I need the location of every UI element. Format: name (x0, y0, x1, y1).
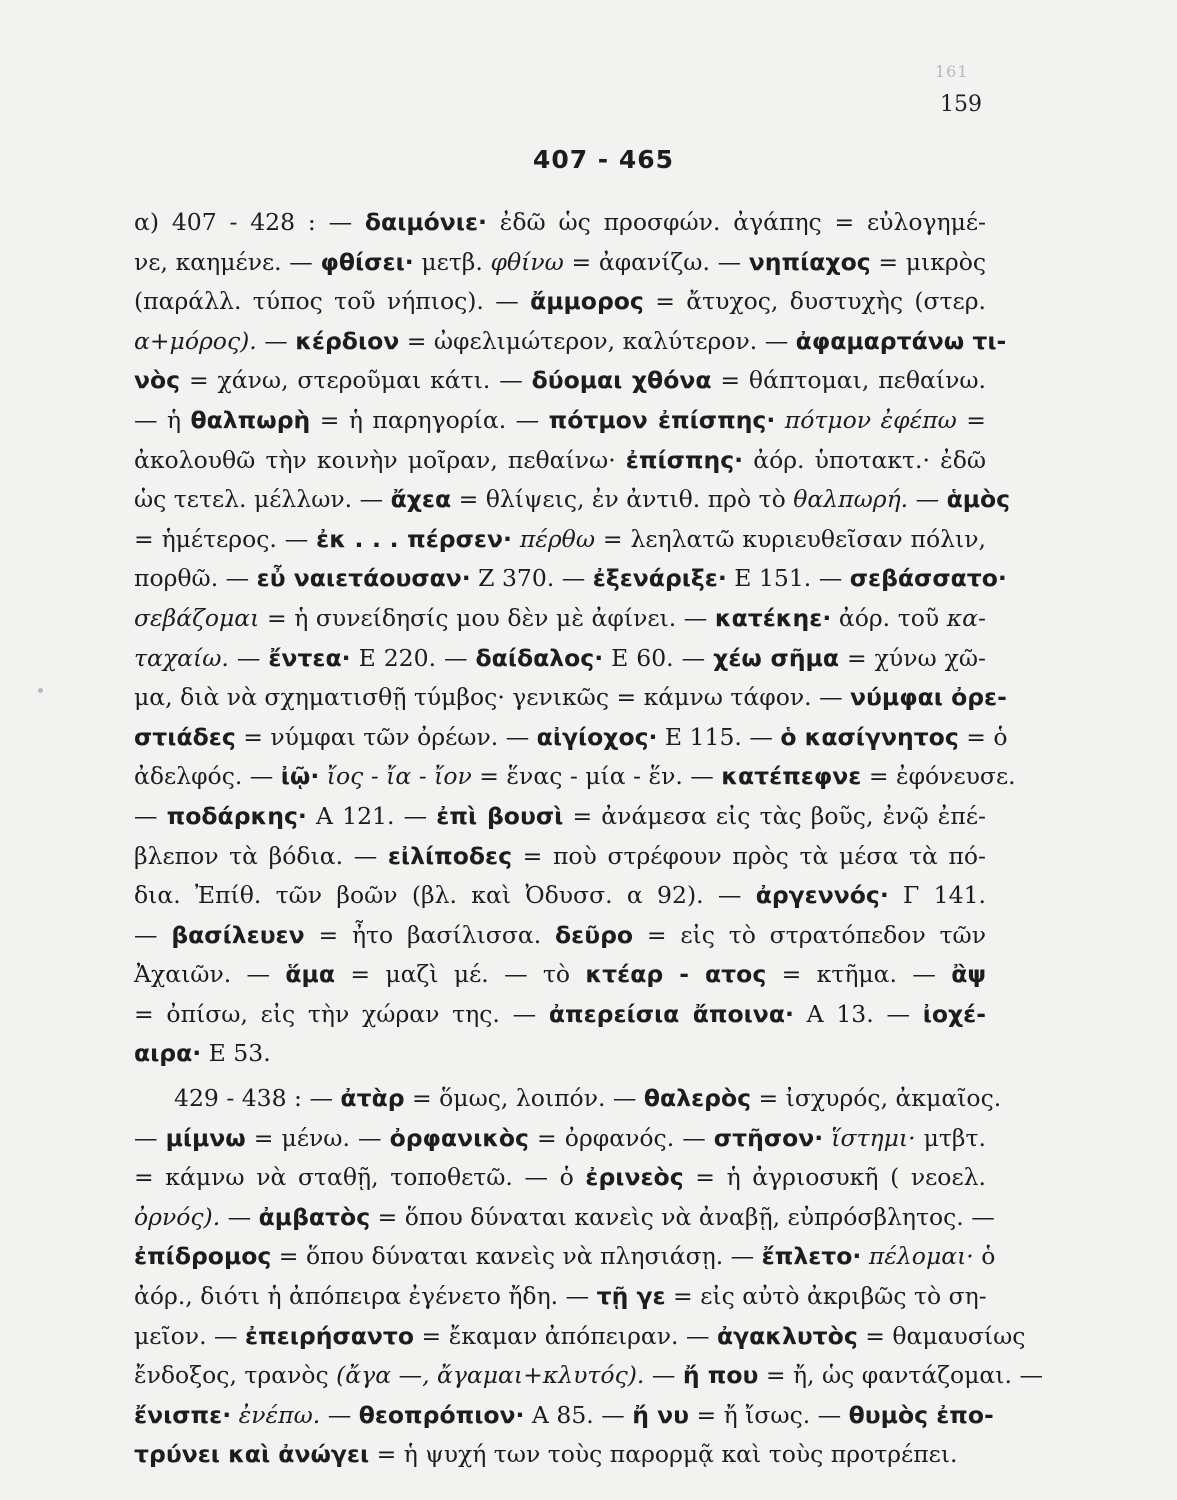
italic-term: ταχαίω. (134, 643, 229, 672)
headword: ἅμα (285, 960, 335, 989)
gloss-text: Ε 151. — (726, 564, 850, 593)
headword: ἐπίσπης· (625, 445, 744, 474)
gloss-text: = ἀφανίζω. — (563, 247, 749, 276)
gloss-text: — (134, 920, 172, 949)
gloss-text: ὡς τετελ. μέλλων. — (134, 485, 391, 514)
headword: θαλπωρὴ (190, 405, 311, 434)
gloss-text (512, 525, 520, 553)
margin-speck (38, 688, 43, 693)
text-line (134, 1317, 1026, 1357)
italic-term: ἵστημι· (831, 1123, 916, 1152)
text-line (134, 876, 986, 916)
text-line (134, 1198, 995, 1238)
gloss-text (775, 406, 784, 434)
headword: τῇ γε (596, 1281, 666, 1310)
italic-term: ἐνέπω. (238, 1400, 321, 1429)
gloss-text: = ἐφόνευσε. (861, 762, 1016, 791)
headword: τρύνει καὶ ἀνώγει (134, 1440, 370, 1469)
gloss-text: ὁ (973, 1242, 996, 1271)
text-line (134, 203, 986, 243)
text-line (134, 322, 1007, 362)
gloss-text: = λεηλατῶ κυριευθεῖσαν πόλιν, (595, 524, 986, 553)
gloss-text: μτβτ. (915, 1123, 986, 1152)
headword: ἔνισπε· (134, 1400, 232, 1429)
gloss-text: = ὅπου δύναται κανεὶς νὰ πλησιάσῃ. — (271, 1242, 762, 1271)
headword: ἰοχέ- (922, 999, 986, 1028)
headword: αἰγίοχος· (536, 722, 658, 751)
headword: πότμον ἐπίσπης· (548, 405, 776, 434)
gloss-text: — (908, 485, 947, 514)
text-line (134, 1079, 1002, 1119)
gloss-text: — ἡ (134, 405, 191, 434)
text-line (134, 1277, 986, 1317)
headword: ἐπειρήσαντο (245, 1321, 415, 1350)
italic-term: θαλπωρή. (793, 485, 909, 514)
gloss-text: (παράλλ. τύπος τοῦ νήπιος). — (134, 287, 531, 316)
gloss-text: Ε 220. — (350, 643, 476, 672)
headword: κτέαρ - ατος (585, 960, 767, 989)
headword: ἐπίδρομος (134, 1242, 272, 1271)
gloss-text: = ὠφελιμώτερον, καλύτερον. — (399, 326, 796, 355)
gloss-text: — (134, 801, 167, 830)
text-line (134, 995, 986, 1035)
gloss-text: — (228, 643, 269, 672)
text-line (134, 361, 986, 401)
gloss-text: ἀόρ. τοῦ (831, 603, 947, 632)
headword: φθίσει· (320, 247, 414, 276)
gloss-text: Α 85. — (524, 1400, 633, 1429)
headword: ἐπὶ βουσὶ (436, 801, 564, 830)
text-line (134, 1237, 996, 1277)
headword: νύμφαι ὀρε- (850, 683, 1007, 712)
headword: θυμὸς ἐπο- (848, 1400, 994, 1429)
headword: ἐρινεὸς (585, 1163, 684, 1192)
gloss-text: βλεπον τὰ βόδια. — (134, 841, 388, 870)
text-line (134, 599, 986, 639)
headword: ἀγακλυτὸς (716, 1321, 858, 1350)
headword: ἔπλετο· (761, 1242, 862, 1271)
gloss-text: = ὀπίσω, εἰς τὴν χώραν της. — (134, 999, 549, 1028)
gloss-text: = ἕνας - μία - ἕν. — (471, 762, 722, 791)
gloss-text (861, 1242, 868, 1270)
headword: ποδάρκης· (166, 801, 307, 830)
headword: εἰλίποδες (387, 841, 512, 870)
gloss-text: μετβ. (413, 247, 491, 276)
text-line (134, 678, 1007, 718)
headword: στῆσον· (713, 1123, 824, 1152)
headword: βασίλευεν (171, 920, 305, 949)
gloss-text: = ἡ ἀγριοσυκῆ ( νεοελ. (683, 1163, 986, 1192)
gloss-text: ἀδελφός. — (134, 762, 281, 791)
gloss-text: νε, καημένε. — (134, 247, 321, 276)
gloss-text: = εἰς αὐτὸ ἀκριβῶς τὸ ση- (665, 1281, 987, 1310)
gloss-text (319, 762, 326, 790)
headword: δαιμόνιε· (364, 208, 487, 236)
gloss-text: = ἰσχυρός, ἀκμαῖος. (751, 1084, 1002, 1112)
gloss-text: = ὁ (958, 722, 1008, 751)
gloss-text: = χάνω, στεροῦμαι κάτι. — (180, 366, 532, 395)
headword: θεοπρόπιον· (358, 1400, 525, 1429)
headword: δαίδαλος· (475, 643, 604, 672)
headword: ἰῷ· (280, 762, 320, 791)
gloss-text: = ὅπου δύναται κανεὶς νὰ ἀναβῇ, εὐπρόσβλητος. — (370, 1202, 995, 1231)
text-line (134, 718, 1008, 758)
gloss-text: Ἀχαιῶν. — (134, 960, 286, 989)
gloss-text: = χύνω χῶ- (839, 643, 986, 672)
gloss-text: = ἤ ἴσως. — (688, 1400, 849, 1429)
text-line (134, 441, 986, 481)
headword: κατέκηε· (714, 603, 832, 632)
text-line (134, 916, 986, 956)
gloss-text: Α 13. — (793, 999, 923, 1028)
text-line (134, 520, 986, 560)
gloss-text: = θλίψεις, ἐν ἀντιθ. πρὸ τὸ (451, 485, 794, 514)
text-line (134, 1435, 986, 1475)
gloss-text: Ζ 370. — (470, 564, 593, 593)
italic-term: πέλομαι· (868, 1242, 974, 1271)
gloss-text: Ε 115. — (657, 722, 781, 751)
headword: ἂψ (951, 960, 987, 989)
text-line (134, 243, 986, 283)
gloss-text: = θαμαυσίως (857, 1321, 1026, 1350)
verse-range-header: 407 - 465 (532, 145, 675, 174)
text-line (134, 639, 986, 679)
italic-term: κα- (946, 603, 986, 632)
text-line (134, 757, 1016, 797)
gloss-text: = ἀνάμεσα εἰς τὰς βοῦς, ἐνῷ ἐπέ- (563, 801, 986, 830)
text-line (134, 955, 986, 995)
gloss-text: = (956, 405, 986, 434)
headword: κέρδιον (295, 326, 400, 355)
gloss-text: = ἡ ψυχή των τοὺς παρορμᾷ καὶ τοὺς προτρέπει. (369, 1440, 958, 1469)
headword: ἀργεννός· (755, 881, 889, 910)
bleed-through-page-number: 161 (935, 62, 969, 81)
gloss-text: ἀόρ., διότι ἡ ἀπόπειρα ἐγένετο ἤδη. — (134, 1281, 597, 1310)
gloss-text: = νύμφαι τῶν ὀρέων. — (235, 722, 537, 751)
glossary-section-a (134, 203, 1016, 1074)
text-line (134, 797, 986, 837)
gloss-text (231, 1401, 238, 1429)
gloss-text: πορθῶ. — (134, 564, 257, 593)
gloss-text: = κάμνω νὰ σταθῇ, τοποθετῶ. — ὁ (134, 1163, 586, 1192)
gloss-text: ἔνδοξος, τρανὸς (134, 1361, 337, 1390)
headword: χέω σῆμα (713, 643, 839, 672)
headword: αιρα· (134, 1039, 202, 1068)
gloss-text: δια. Ἐπίθ. τῶν βοῶν (βλ. καὶ Ὀδυσσ. α 92). — (134, 881, 756, 910)
headword: ὁ κασίγνητος (780, 722, 959, 751)
gloss-text: — (644, 1361, 683, 1390)
headword: ὀρφανικὸς (389, 1123, 529, 1152)
gloss-text: — (220, 1202, 259, 1231)
gloss-text: μεῖον. — (134, 1321, 246, 1350)
headword: εὖ ναιετάουσαν· (256, 564, 471, 593)
gloss-text: = ἤ, ὡς φαντάζομαι. — (758, 1361, 1043, 1390)
gloss-text: — (134, 1123, 166, 1152)
headword: δύομαι χθόνα (531, 366, 712, 395)
gloss-text: = ὅμως, λοιπόν. — (404, 1084, 644, 1112)
gloss-text: — (256, 326, 296, 355)
text-line (134, 559, 1007, 599)
text-line (134, 1034, 986, 1074)
text-line (134, 1158, 986, 1198)
gloss-text: = ποὺ στρέφουν πρὸς τὰ μέσα τὰ πό- (512, 841, 986, 870)
gloss-text: 429 - 438 : — (174, 1084, 341, 1112)
headword: ἔντεα· (268, 643, 351, 672)
italic-term: πέρθω (519, 524, 595, 553)
page-number: 159 (940, 92, 982, 117)
headword: σεβάσσατο· (849, 564, 1007, 593)
italic-term: φθίνω (490, 247, 564, 276)
headword: ἄμμορος (530, 287, 644, 316)
text-line (134, 1356, 1043, 1396)
headword: κατέπεφνε (721, 762, 862, 791)
text-line (134, 480, 1011, 520)
italic-term: σεβάζομαι (134, 603, 260, 632)
italic-term: α+μόρος). (134, 326, 257, 355)
headword: ἄχεα (390, 485, 452, 514)
headword: στιάδες (134, 722, 236, 751)
gloss-text: = ἔκαμαν ἀπόπειραν. — (414, 1321, 717, 1350)
headword: ἀτὰρ (340, 1084, 405, 1112)
gloss-text: Ε 60. — (603, 643, 714, 672)
text-line (134, 401, 986, 441)
headword: ἐξενάριξε· (592, 564, 727, 593)
gloss-text: μα, διὰ νὰ σχηματισθῇ τύμβος· γενικῶς = κάμνω τάφον. — (134, 683, 851, 712)
italic-term: πότμον ἐφέπω (784, 405, 957, 434)
headword: νηπίαχος (748, 247, 871, 276)
gloss-text: = κτῆμα. — (766, 960, 952, 989)
gloss-text: = μαζὶ μέ. — τὸ (335, 960, 586, 989)
gloss-text: = μένω. — (245, 1123, 390, 1152)
gloss-text: = ἡ παρηγορία. — (310, 405, 549, 434)
gloss-text: = θάπτομαι, πεθαίνω. (711, 366, 986, 395)
italic-term: ἴος - ἴα - ἴον (326, 762, 472, 791)
gloss-text: ἐδῶ ὡς προσφών. ἀγάπης = εὐλογημέ- (486, 208, 986, 236)
headword: ἤ νυ (632, 1400, 689, 1429)
glossary-section-b (134, 1079, 1043, 1475)
gloss-text: = ἄτυχος, δυστυχὴς (στερ. (643, 287, 986, 316)
italic-term: (ἄγα —, ἄγαμαι+κλυτός). (336, 1361, 645, 1390)
gloss-text: = ὀρφανός. — (529, 1123, 714, 1152)
gloss-text: Α 121. — (306, 801, 437, 830)
headword: ἀφαμαρτάνω τι- (795, 326, 1007, 355)
headword: νὸς (134, 366, 181, 395)
text-line (134, 837, 986, 877)
gloss-text: Ε 53. (201, 1039, 271, 1068)
headword: δεῦρο (555, 920, 634, 949)
headword: ἐκ . . . πέρσεν· (316, 524, 512, 553)
headword: μίμνω (165, 1123, 246, 1152)
gloss-text: α) 407 - 428 : — (134, 208, 365, 236)
gloss-text: Γ 141. (888, 881, 986, 910)
gloss-text: = ἦτο βασίλισσα. (304, 920, 556, 949)
headword: ἀπερείσια ἄποινα· (548, 999, 794, 1028)
italic-term: ὀρνός). (134, 1202, 221, 1231)
headword: ἁμὸς (946, 485, 1011, 514)
headword: ἀμβατὸς (258, 1202, 371, 1231)
gloss-text: = εἰς τὸ στρατόπεδον τῶν (633, 920, 986, 949)
gloss-text: = ἡμέτερος. — (134, 524, 317, 553)
gloss-text: = ἡ συνείδησίς μου δὲν μὲ ἀφίνει. — (259, 603, 715, 632)
headword: θαλερὸς (643, 1084, 752, 1112)
gloss-text: ἀόρ. ὑποτακτ.· ἐδῶ (743, 445, 987, 474)
gloss-text: ἀκολουθῶ τὴν κοινὴν μοῖραν, πεθαίνω· (134, 445, 626, 474)
gloss-text: = μικρὸς (870, 247, 987, 276)
text-line (134, 1119, 986, 1159)
headword: ἤ που (682, 1361, 759, 1390)
text-line (134, 1396, 994, 1436)
gloss-text: — (320, 1400, 359, 1429)
text-line (134, 282, 986, 322)
